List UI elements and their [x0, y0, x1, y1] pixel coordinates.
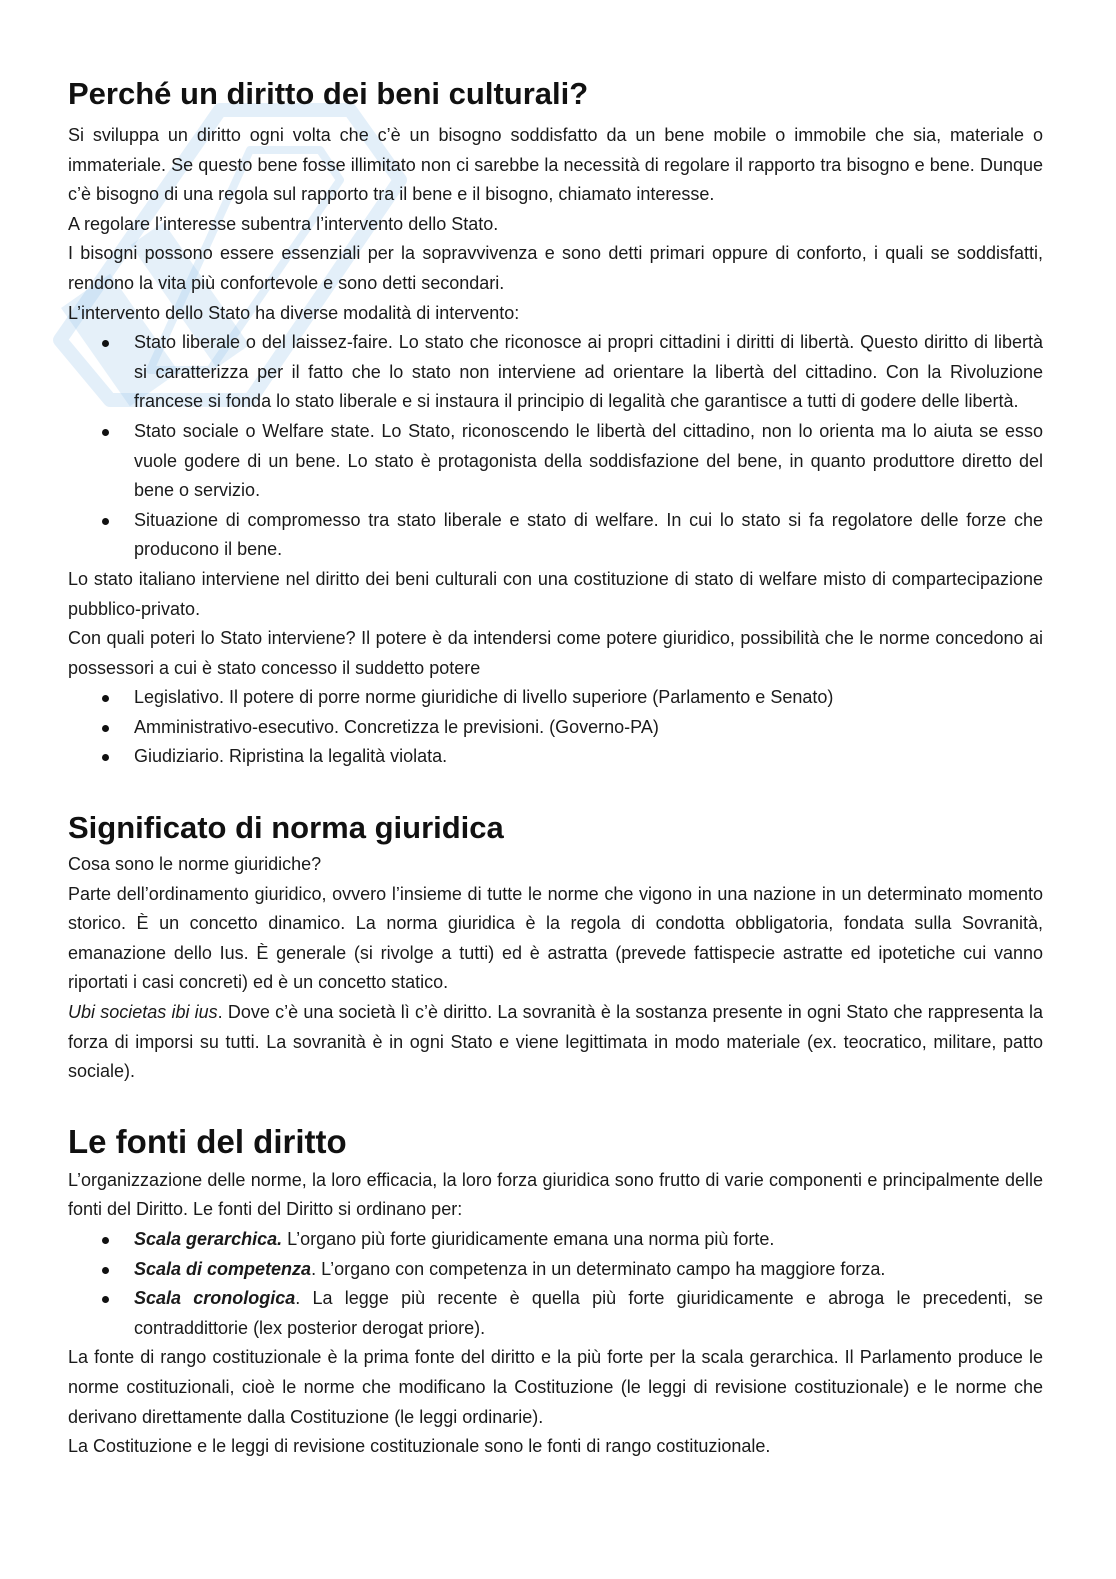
- scale-label: Scala cronologica: [134, 1288, 296, 1309]
- document-page: [68, 68, 1043, 1462]
- list-item: [68, 1225, 1043, 1255]
- list-item: Stato sociale o Welfare state. Lo Stato, riconoscendo le libertà del cittadino, non lo orienta ma lo aiuta se esso vuole godere di un bene. Lo stato è protagonista della soddisfazione del bene, in quanto produttore diretto del bene o servizio.: [68, 417, 1043, 506]
- paragraph: L’organizzazione delle norme, la loro efficacia, la loro forza giuridica sono frutto di varie componenti e principalmente delle fonti del Diritto. Le fonti del Diritto si ordinano per:: [68, 1169, 1043, 1220]
- paragraph: A regolare l’interesse subentra l’intervento dello Stato.: [68, 213, 499, 234]
- heading-fonti-diritto: Le fonti del diritto: [68, 1122, 347, 1160]
- list-item: [68, 1255, 1043, 1285]
- scale-text: . L’organo con competenza in un determinato campo ha maggiore forza.: [311, 1258, 886, 1279]
- paragraph: L’intervento dello Stato ha diverse modalità di intervento:: [68, 302, 520, 323]
- heading-significato-norma: Significato di norma giuridica: [68, 810, 504, 846]
- scale-text: . La legge più recente è quella più forte giuridicamente e abroga le precedenti, se contraddittorie (lex posterior derogat priore).: [134, 1288, 1043, 1338]
- paragraph: I bisogni possono essere essenziali per la sopravvivenza e sono detti primari oppure di conforto, i quali se soddisfatti, rendono la vita più confortevole e sono detti secondari.: [68, 243, 1043, 293]
- latin-phrase: Ubi societas ibi ius: [68, 1002, 218, 1023]
- list-item: Giudiziario. Ripristina la legalità violata.: [68, 742, 1043, 772]
- paragraph: Parte dell’ordinamento giuridico, ovvero l’insieme di tutte le norme che vigono in una nazione in un determinato momento storico. È un concetto dinamico. La norma giuridica è la regola di condotta obbligatoria, fondata sulla Sovranità, emanazione dello Ius. È generale (si rivolge a tutti) ed è astratta (prevede fattispecie astratte ed ipotetiche cui vanno riportati i casi concreti) ed è un concetto statico.: [68, 883, 1043, 993]
- bullet-list-powers: [68, 683, 1043, 772]
- paragraph-text: . Dove c’è una società lì c’è diritto. La sovranità è la sostanza presente in ogni Stato che rappresenta la forza di imporsi su tutti. La sovranità è in ogni Stato e viene legittimata in modo materiale (ex. teocratico, militare, patto sociale).: [68, 1002, 1043, 1082]
- bullet-list-state-models: [68, 328, 1043, 565]
- list-item: Amministrativo-esecutivo. Concretizza le previsioni. (Governo-PA): [68, 713, 1043, 743]
- paragraph: Lo stato italiano interviene nel diritto dei beni culturali con una costituzione di stato di welfare misto di compartecipazione pubblico-privato.: [68, 568, 1043, 619]
- scale-label: Scala di competenza: [134, 1258, 312, 1279]
- heading-perche-diritto: Perché un diritto dei beni culturali?: [68, 76, 589, 111]
- scale-label: Scala gerarchica.: [134, 1229, 283, 1249]
- paragraph: Con quali poteri lo Stato interviene? Il potere è da intendersi come potere giuridico, possibilità che le norme concedono ai possessori a cui è stato concesso il suddetto potere: [68, 628, 1043, 678]
- list-item: [68, 1284, 1043, 1343]
- scale-text: L’organo più forte giuridicamente emana una norma più forte.: [282, 1229, 775, 1249]
- paragraph: [68, 998, 1043, 1087]
- paragraph: La Costituzione e le leggi di revisione costituzionale sono le fonti di rango costituzionale.: [68, 1436, 771, 1457]
- bullet-list-scales: [68, 1225, 1043, 1343]
- paragraph: La fonte di rango costituzionale è la prima fonte del diritto e la più forte per la scala gerarchica. Il Parlamento produce le norme costituzionali, cioè le norme che modificano la Costituzione (le leggi di revisione costituzionale) e le norme che derivano direttamente dalla Costituzione (le leggi ordinarie).: [68, 1347, 1043, 1427]
- list-item: Situazione di compromesso tra stato liberale e stato di welfare. In cui lo stato si fa regolatore delle forze che producono il bene.: [68, 506, 1043, 565]
- paragraph: Cosa sono le norme giuridiche?: [68, 854, 322, 875]
- list-item: Legislativo. Il potere di porre norme giuridiche di livello superiore (Parlamento e Senato): [68, 683, 1043, 713]
- paragraph: Si sviluppa un diritto ogni volta che c’è un bisogno soddisfatto da un bene mobile o immobile che sia, materiale o immateriale. Se questo bene fosse illimitato non ci sarebbe la necessità di regolare il rapporto tra bisogno e bene. Dunque c’è bisogno di una regola sul rapporto tra il bene e il bisogno, chiamato interesse.: [68, 125, 1043, 205]
- list-item: Stato liberale o del laissez-faire. Lo stato che riconosce ai propri cittadini i diritti di libertà. Questo diritto di libertà si caratterizza per il fatto che lo stato non interviene ad orientare la libertà del cittadino. Con la Rivoluzione francese si fonda lo stato liberale e si instaura il principio di legalità che garantisce a tutti di godere delle libertà.: [68, 328, 1043, 417]
